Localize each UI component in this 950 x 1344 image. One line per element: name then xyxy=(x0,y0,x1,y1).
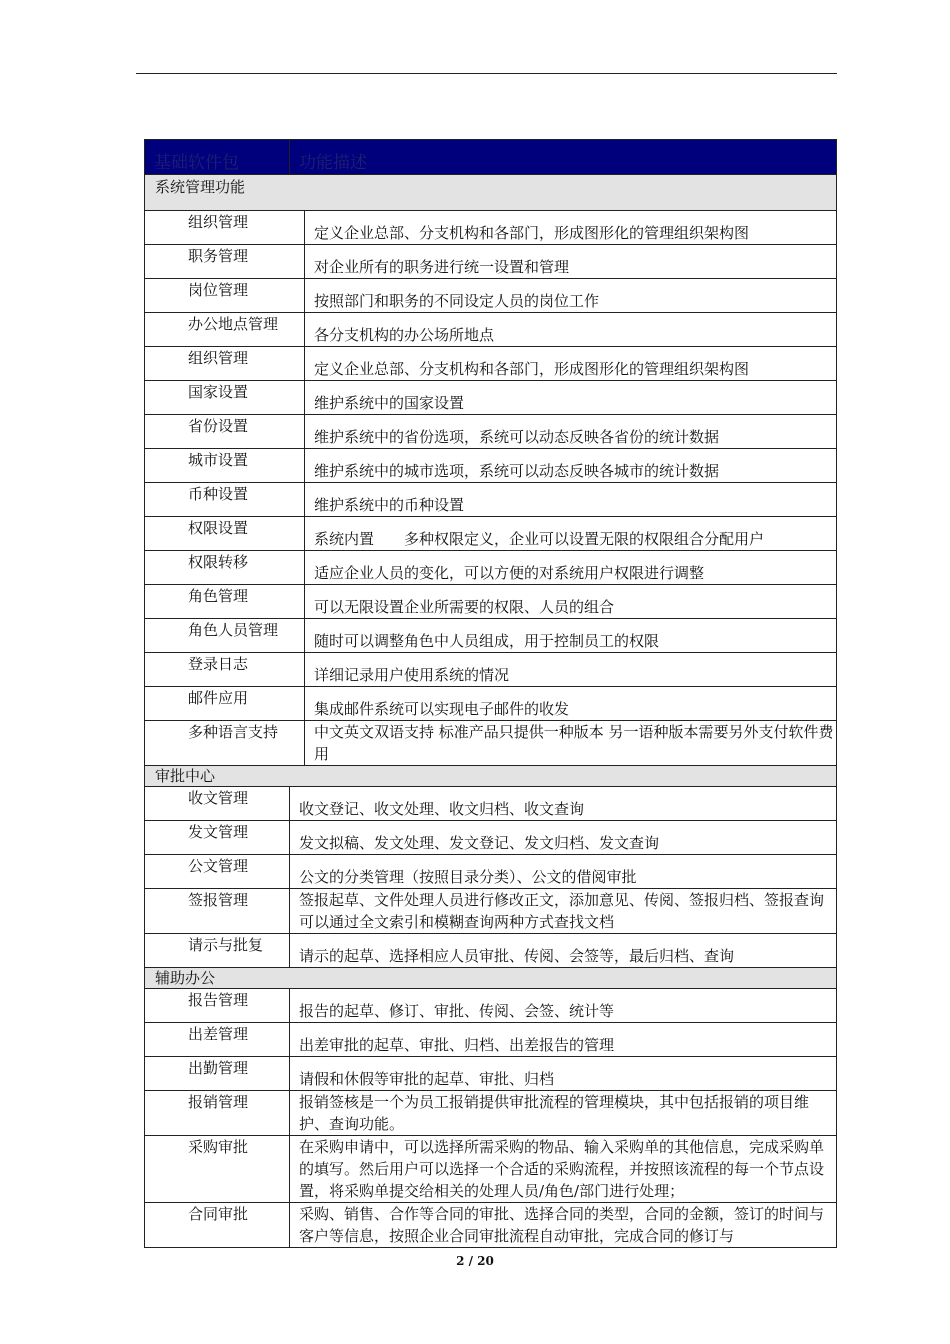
feature-name: 发文管理 xyxy=(145,821,290,855)
feature-name: 权限设置 xyxy=(145,517,305,551)
feature-name: 角色管理 xyxy=(145,585,305,619)
table-row xyxy=(145,934,837,968)
table-row xyxy=(145,415,837,449)
feature-name: 角色人员管理 xyxy=(145,619,305,653)
feature-name: 国家设置 xyxy=(145,381,305,415)
section-title-system: 系统管理功能 xyxy=(145,175,837,211)
feature-desc: 集成邮件系统可以实现电子邮件的收发 xyxy=(305,687,837,721)
feature-desc: 公文的分类管理（按照目录分类）、公文的借阅审批 xyxy=(290,855,837,889)
feature-name: 报告管理 xyxy=(145,989,290,1023)
feature-desc: 在采购申请中，可以选择所需采购的物品、输入采购单的其他信息，完成采购单的填写。然后用户可以选择一个合适的采购流程，并按照该流程的每一个节点设置，将采购单提交给相关的处理人员/角色/部门进行处理； xyxy=(290,1136,837,1203)
table-row xyxy=(145,585,837,619)
feature-desc: 适应企业人员的变化，可以方便的对系统用户权限进行调整 xyxy=(305,551,837,585)
feature-name: 职务管理 xyxy=(145,245,305,279)
feature-name: 报销管理 xyxy=(145,1091,290,1136)
feature-desc: 发文拟稿、发文处理、发文登记、发文归档、发文查询 xyxy=(290,821,837,855)
table-row xyxy=(145,279,837,313)
table-row xyxy=(145,449,837,483)
section-row xyxy=(145,766,837,787)
feature-name: 出勤管理 xyxy=(145,1057,290,1091)
feature-name: 签报管理 xyxy=(145,889,290,934)
feature-desc: 出差审批的起草、审批、归档、出差报告的管理 xyxy=(290,1023,837,1057)
feature-desc: 定义企业总部、分支机构和各部门，形成图形化的管理组织架构图 xyxy=(305,211,837,245)
feature-table xyxy=(144,139,840,1248)
feature-name: 登录日志 xyxy=(145,653,305,687)
feature-desc: 各分支机构的办公场所地点 xyxy=(305,313,837,347)
header-description: 功能描述 xyxy=(290,140,837,175)
section-title-approval: 审批中心 xyxy=(145,766,837,787)
table-row xyxy=(145,1203,837,1248)
table-row xyxy=(145,687,837,721)
feature-name: 出差管理 xyxy=(145,1023,290,1057)
feature-desc: 维护系统中的国家设置 xyxy=(305,381,837,415)
table-row xyxy=(145,1091,837,1136)
section-row xyxy=(145,968,837,989)
feature-desc: 维护系统中的省份选项，系统可以动态反映各省份的统计数据 xyxy=(305,415,837,449)
feature-name: 合同审批 xyxy=(145,1203,290,1248)
feature-desc: 系统内置 多种权限定义，企业可以设置无限的权限组合分配用户 xyxy=(305,517,837,551)
feature-name: 公文管理 xyxy=(145,855,290,889)
table-row xyxy=(145,245,837,279)
feature-desc: 请示的起草、选择相应人员审批、传阅、会签等，最后归档、查询 xyxy=(290,934,837,968)
feature-desc: 维护系统中的币种设置 xyxy=(305,483,837,517)
table-row xyxy=(145,517,837,551)
feature-desc: 报告的起草、修订、审批、传阅、会签、统计等 xyxy=(290,989,837,1023)
section-title-office: 辅助办公 xyxy=(145,968,837,989)
feature-name: 采购审批 xyxy=(145,1136,290,1203)
page-number: 2 / 20 xyxy=(456,1254,494,1268)
feature-desc: 报销签核是一个为员工报销提供审批流程的管理模块，其中包括报销的项目维护、查询功能。 xyxy=(290,1091,837,1136)
header-rule xyxy=(136,73,837,74)
table-row xyxy=(145,381,837,415)
feature-name: 收文管理 xyxy=(145,787,290,821)
table-row xyxy=(145,721,837,766)
feature-desc: 可以无限设置企业所需要的权限、人员的组合 xyxy=(305,585,837,619)
table-row xyxy=(145,1057,837,1091)
feature-name: 省份设置 xyxy=(145,415,305,449)
feature-desc: 维护系统中的城市选项，系统可以动态反映各城市的统计数据 xyxy=(305,449,837,483)
header-package: 基础软件包 xyxy=(145,140,290,175)
feature-desc: 请假和休假等审批的起草、审批、归档 xyxy=(290,1057,837,1091)
feature-desc: 中文英文双语支持 标准产品只提供一种版本 另一语种版本需要另外支付软件费用 xyxy=(305,721,837,766)
table-row xyxy=(145,889,837,934)
table-row xyxy=(145,483,837,517)
feature-name: 城市设置 xyxy=(145,449,305,483)
table-row xyxy=(145,855,837,889)
feature-desc: 详细记录用户使用系统的情况 xyxy=(305,653,837,687)
table-row xyxy=(145,787,837,821)
table-row xyxy=(145,1136,837,1203)
feature-desc: 收文登记、收文处理、收文归档、收文查询 xyxy=(290,787,837,821)
table-row xyxy=(145,211,837,245)
table-row xyxy=(145,989,837,1023)
feature-name: 组织管理 xyxy=(145,211,305,245)
feature-name: 办公地点管理 xyxy=(145,313,305,347)
feature-desc: 随时可以调整角色中人员组成，用于控制员工的权限 xyxy=(305,619,837,653)
feature-desc: 签报起草、文件处理人员进行修改正文，添加意见、传阅、签报归档、签报查询 可以通过全文索引和模糊查询两种方式查找文档 xyxy=(290,889,837,934)
feature-name: 岗位管理 xyxy=(145,279,305,313)
feature-desc: 采购、销售、合作等合同的审批、选择合同的类型，合同的金额，签订的时间与客户等信息，按照企业合同审批流程自动审批，完成合同的修订与 xyxy=(290,1203,837,1248)
table-row xyxy=(145,551,837,585)
table-row xyxy=(145,821,837,855)
feature-desc: 按照部门和职务的不同设定人员的岗位工作 xyxy=(305,279,837,313)
feature-desc: 定义企业总部、分支机构和各部门，形成图形化的管理组织架构图 xyxy=(305,347,837,381)
feature-name: 组织管理 xyxy=(145,347,305,381)
table-row xyxy=(145,653,837,687)
table-row xyxy=(145,619,837,653)
table-row xyxy=(145,313,837,347)
feature-name: 请示与批复 xyxy=(145,934,290,968)
feature-name: 权限转移 xyxy=(145,551,305,585)
table-row xyxy=(145,1023,837,1057)
feature-name: 邮件应用 xyxy=(145,687,305,721)
feature-name: 多种语言支持 xyxy=(145,721,305,766)
table-header-row xyxy=(145,140,837,175)
section-row xyxy=(145,175,837,211)
feature-name: 币种设置 xyxy=(145,483,305,517)
table-row xyxy=(145,347,837,381)
feature-desc: 对企业所有的职务进行统一设置和管理 xyxy=(305,245,837,279)
